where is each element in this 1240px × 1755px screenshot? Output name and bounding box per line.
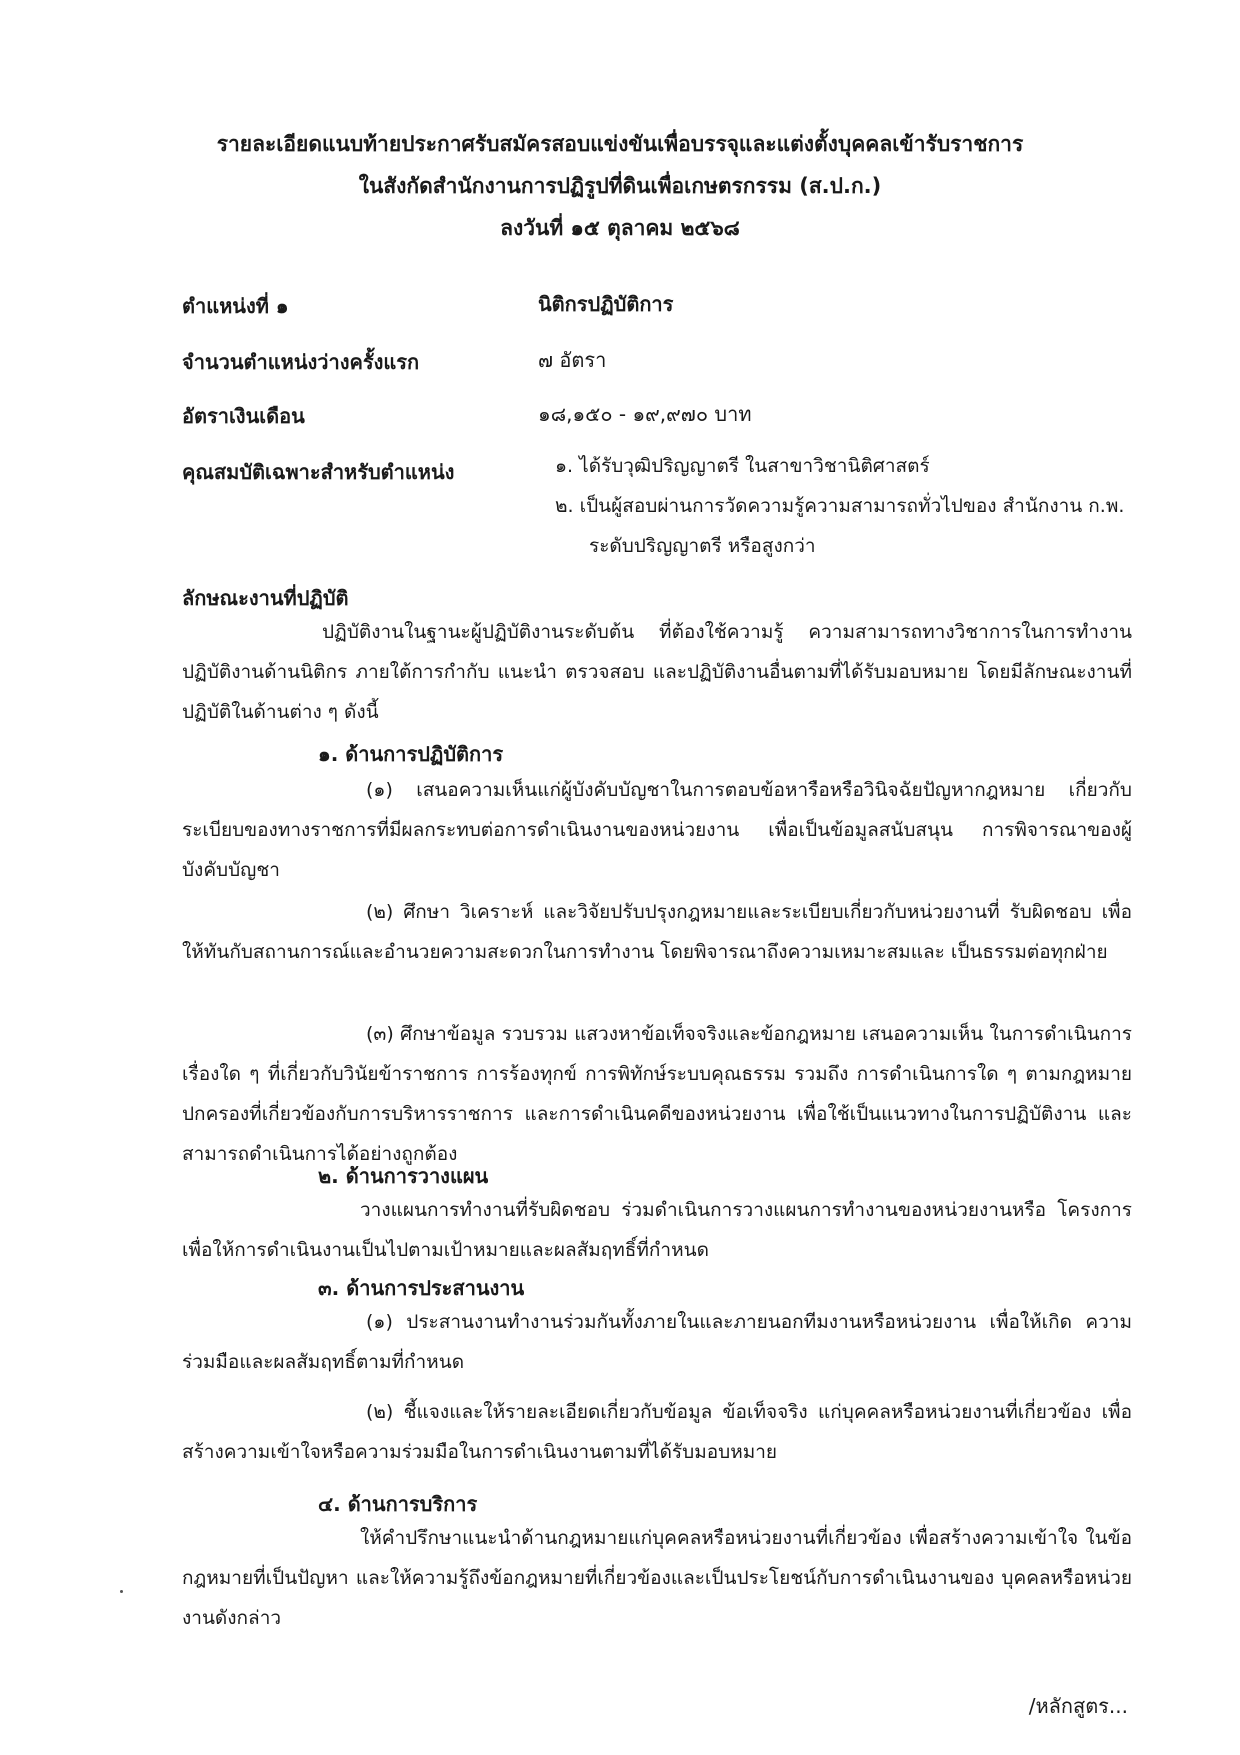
scan-speck [120, 1590, 123, 1593]
section-3-title: ๓. ด้านการประสานงาน [318, 1276, 525, 1300]
section-1-item-3: (๓) ศึกษาข้อมูล รวบรวม แสวงหาข้อเท็จจริงและข้อกฎหมาย เสนอความเห็น ในการดำเนินการเรื่องใด ๆ ที่เกี่ยวกับวินัยข้าราชการ การร้องทุกข์ การพิทักษ์ระบบคุณธรรม รวมถึง การดำเนินการใด ๆ ตามกฎหมายปกครองที่เกี่ยวข้องกับการบริหารราชการ และการดำเนินคดีของหน่วยงาน เพื่อใช้เป็นแนวทางในการปฏิบัติงาน และสามารถดำเนินการได้อย่างถูกต้อง [182, 1023, 1132, 1165]
section-3-item-2: (๒) ชี้แจงและให้รายละเอียดเกี่ยวกับข้อมูล ข้อเท็จจริง แก่บุคคลหรือหน่วยงานที่เกี่ยวข้อง เพื่อสร้างความเข้าใจหรือความร่วมมือในการดำเนินงานตามที่ได้รับมอบหมาย [182, 1401, 1132, 1463]
header-line-1: รายละเอียดแนบท้ายประกาศรับสมัครสอบแข่งขันเพื่อบรรจุและแต่งตั้งบุคคลเข้ารับราชการ [216, 132, 1024, 156]
duties-intro: ปฏิบัติงานในฐานะผู้ปฏิบัติงานระดับต้น ที่ต้องใช้ความรู้ ความสามารถทางวิชาการในการทำงาน ปฏิบัติงานด้านนิติกร ภายใต้การกำกับ แนะนำ ตรวจสอบ และปฏิบัติงานอื่นตามที่ได้รับมอบหมาย โดยมีลักษณะงานที่ปฏิบัติในด้านต่าง ๆ ดังนี้ [182, 621, 1132, 723]
header-date: ลงวันที่ ๑๕ ตุลาคม ๒๕๖๘ [500, 216, 740, 240]
section-2-title: ๒. ด้านการวางแผน [318, 1164, 489, 1188]
section-4-title: ๔. ด้านการบริการ [318, 1492, 478, 1516]
salary-label: อัตราเงินเดือน [182, 404, 305, 428]
qualification-label: คุณสมบัติเฉพาะสำหรับตำแหน่ง [182, 460, 455, 484]
section-1-item-2: (๒) ศึกษา วิเคราะห์ และวิจัยปรับปรุงกฎหมายและระเบียบเกี่ยวกับหน่วยงานที่ รับผิดชอบ เพื่อให้ทันกับสถานการณ์และอำนวยความสะดวกในการทำงาน โดยพิจารณาถึงความเหมาะสมและ เป็นธรรมต่อทุกฝ่าย [182, 901, 1132, 963]
vacancy-label: จำนวนตำแหน่งว่างครั้งแรก [182, 350, 420, 374]
section-4-item-1: ให้คำปรึกษาแนะนำด้านกฎหมายแก่บุคคลหรือหน่วยงานที่เกี่ยวข้อง เพื่อสร้างความเข้าใจ ในข้อกฎหมายที่เป็นปัญหา และให้ความรู้ถึงข้อกฎหมายที่เกี่ยวข้องและเป็นประโยชน์กับการดำเนินงานของ บุคคลหรือหน่วยงานดังกล่าว [182, 1527, 1132, 1629]
section-1-item-1: (๑) เสนอความเห็นแก่ผู้บังคับบัญชาในการตอบข้อหารือหรือวินิจฉัยปัญหากฎหมาย เกี่ยวกับระเบียบของทางราชการที่มีผลกระทบต่อการดำเนินงานของหน่วยงาน เพื่อเป็นข้อมูลสนับสนุน การพิจารณาของผู้บังคับบัญชา [182, 779, 1132, 881]
section-2-item-1: วางแผนการทำงานที่รับผิดชอบ ร่วมดำเนินการวางแผนการทำงานของหน่วยงานหรือ โครงการ เพื่อให้การดำเนินงานเป็นไปตามเป้าหมายและผลสัมฤทธิ์ที่กำหนด [182, 1199, 1132, 1261]
section-1-title: ๑. ด้านการปฏิบัติการ [318, 742, 504, 766]
duties-heading: ลักษณะงานที่ปฏิบัติ [182, 586, 349, 610]
position-label: ตำแหน่งที่ ๑ [182, 294, 289, 318]
salary-value: ๑๘,๑๕๐ - ๑๙,๙๗๐ บาท [538, 402, 752, 426]
qualification-2: ๒. เป็นผู้สอบผ่านการวัดความรู้ความสามารถทั่วไปของ สำนักงาน ก.พ. ระดับปริญญาตรี หรือสูงกว่า [555, 495, 1125, 557]
header-line-2: ในสังกัดสำนักงานการปฏิรูปที่ดินเพื่อเกษตรกรรม (ส.ป.ก.) [358, 174, 882, 198]
position-value: นิติกรปฏิบัติการ [538, 292, 674, 316]
vacancy-value: ๗ อัตรา [538, 348, 607, 372]
section-3-item-1: (๑) ประสานงานทำงานร่วมกันทั้งภายในและภายนอกทีมงานหรือหน่วยงาน เพื่อให้เกิด ความร่วมมือและผลสัมฤทธิ์ตามที่กำหนด [182, 1311, 1132, 1373]
qualification-1: ๑. ได้รับวุฒิปริญญาตรี ในสาขาวิชานิติศาสตร์ [555, 455, 930, 477]
continued-marker: /หลักสูตร... [1028, 1694, 1128, 1718]
